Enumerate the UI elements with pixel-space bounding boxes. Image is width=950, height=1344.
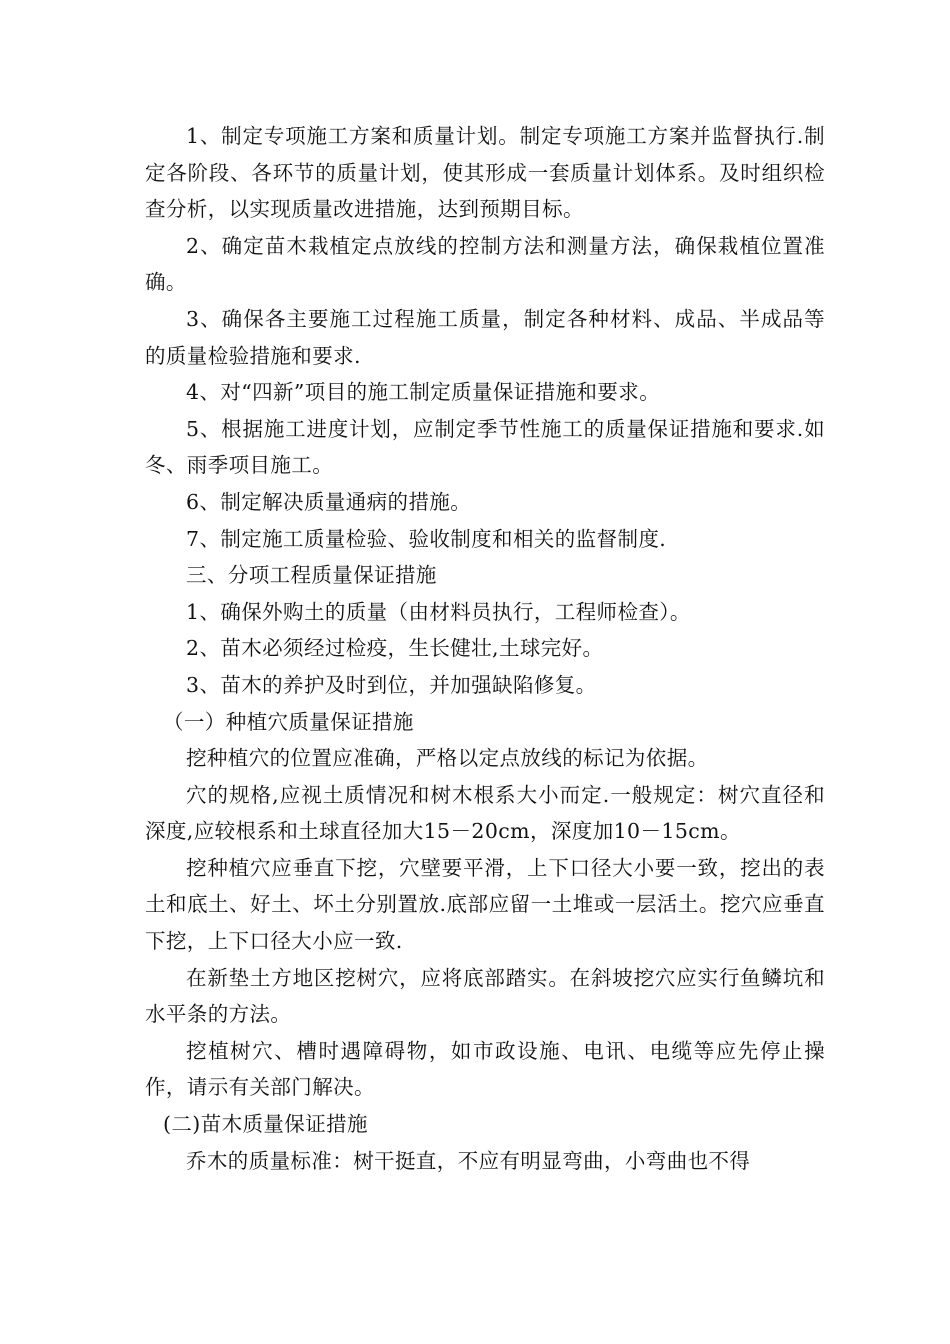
paragraph-item-4: 4、对“四新”项目的施工制定质量保证措施和要求。 [186,380,661,405]
paragraph-item-14: 在新垫土方地区挖树穴，应将底部踏实。在斜坡挖穴应实行鱼鳞坑和水平条的方法。 [145,965,825,1027]
subsection-heading-2: (二)苗木质量保证措施 [163,1112,368,1137]
paragraph-item-8: 1、确保外购土的质量（由材料员执行，工程师检查）。 [186,599,691,624]
paragraph-item-1: 1、制定专项施工方案和质量计划。制定专项施工方案并监督执行.制定各阶段、各环节的质量计划，使其形成一套质量计划体系。及时组织检查分析，以实现质量改进措施，达到预期目标。 [145,124,825,222]
paragraph-item-7: 7、制定施工质量检验、验收制度和相关的监督制度. [186,526,667,551]
paragraph-item-5: 5、根据施工进度计划，应制定季节性施工的质量保证措施和要求.如冬、雨季项目施工。 [145,416,825,478]
subsection-heading-1: （一）种植穴质量保证措施 [163,709,414,734]
paragraph-item-9: 2、苗木必须经过检疫，生长健壮,土球完好。 [186,636,604,661]
paragraph-item-15: 挖植树穴、槽时遇障碍物，如市政设施、电讯、电缆等应先停止操作，请示有关部门解决。 [145,1038,825,1100]
section-heading-3: 三、分项工程质量保证措施 [186,563,437,588]
paragraph-item-13: 挖种植穴应垂直下挖，穴壁要平滑，上下口径大小要一致，挖出的表土和底土、好土、坏土分别置放.底部应留一土堆或一层活土。挖穴应垂直下挖，上下口径大小应一致. [145,855,825,954]
paragraph-item-10: 3、苗木的养护及时到位，并加强缺陷修复。 [186,672,597,697]
paragraph-item-11: 挖种植穴的位置应准确，严格以定点放线的标记为依据。 [186,746,709,771]
paragraph-item-16: 乔木的质量标准：树干挺直，不应有明显弯曲，小弯曲也不得 [186,1148,751,1173]
paragraph-item-6: 6、制定解决质量通病的措施。 [186,489,472,514]
paragraph-item-2: 2、确定苗木栽植定点放线的控制方法和测量方法，确保栽植位置准确。 [145,233,825,295]
document-body [145,118,825,1179]
paragraph-item-12: 穴的规格,应视土质情况和树木根系大小而定.一般规定：树穴直径和深度,应较根系和土球直径加大15－20cm，深度加10－15cm。 [145,782,825,844]
paragraph-item-3: 3、确保各主要施工过程施工质量，制定各种材料、成品、半成品等的质量检验措施和要求. [145,306,825,368]
